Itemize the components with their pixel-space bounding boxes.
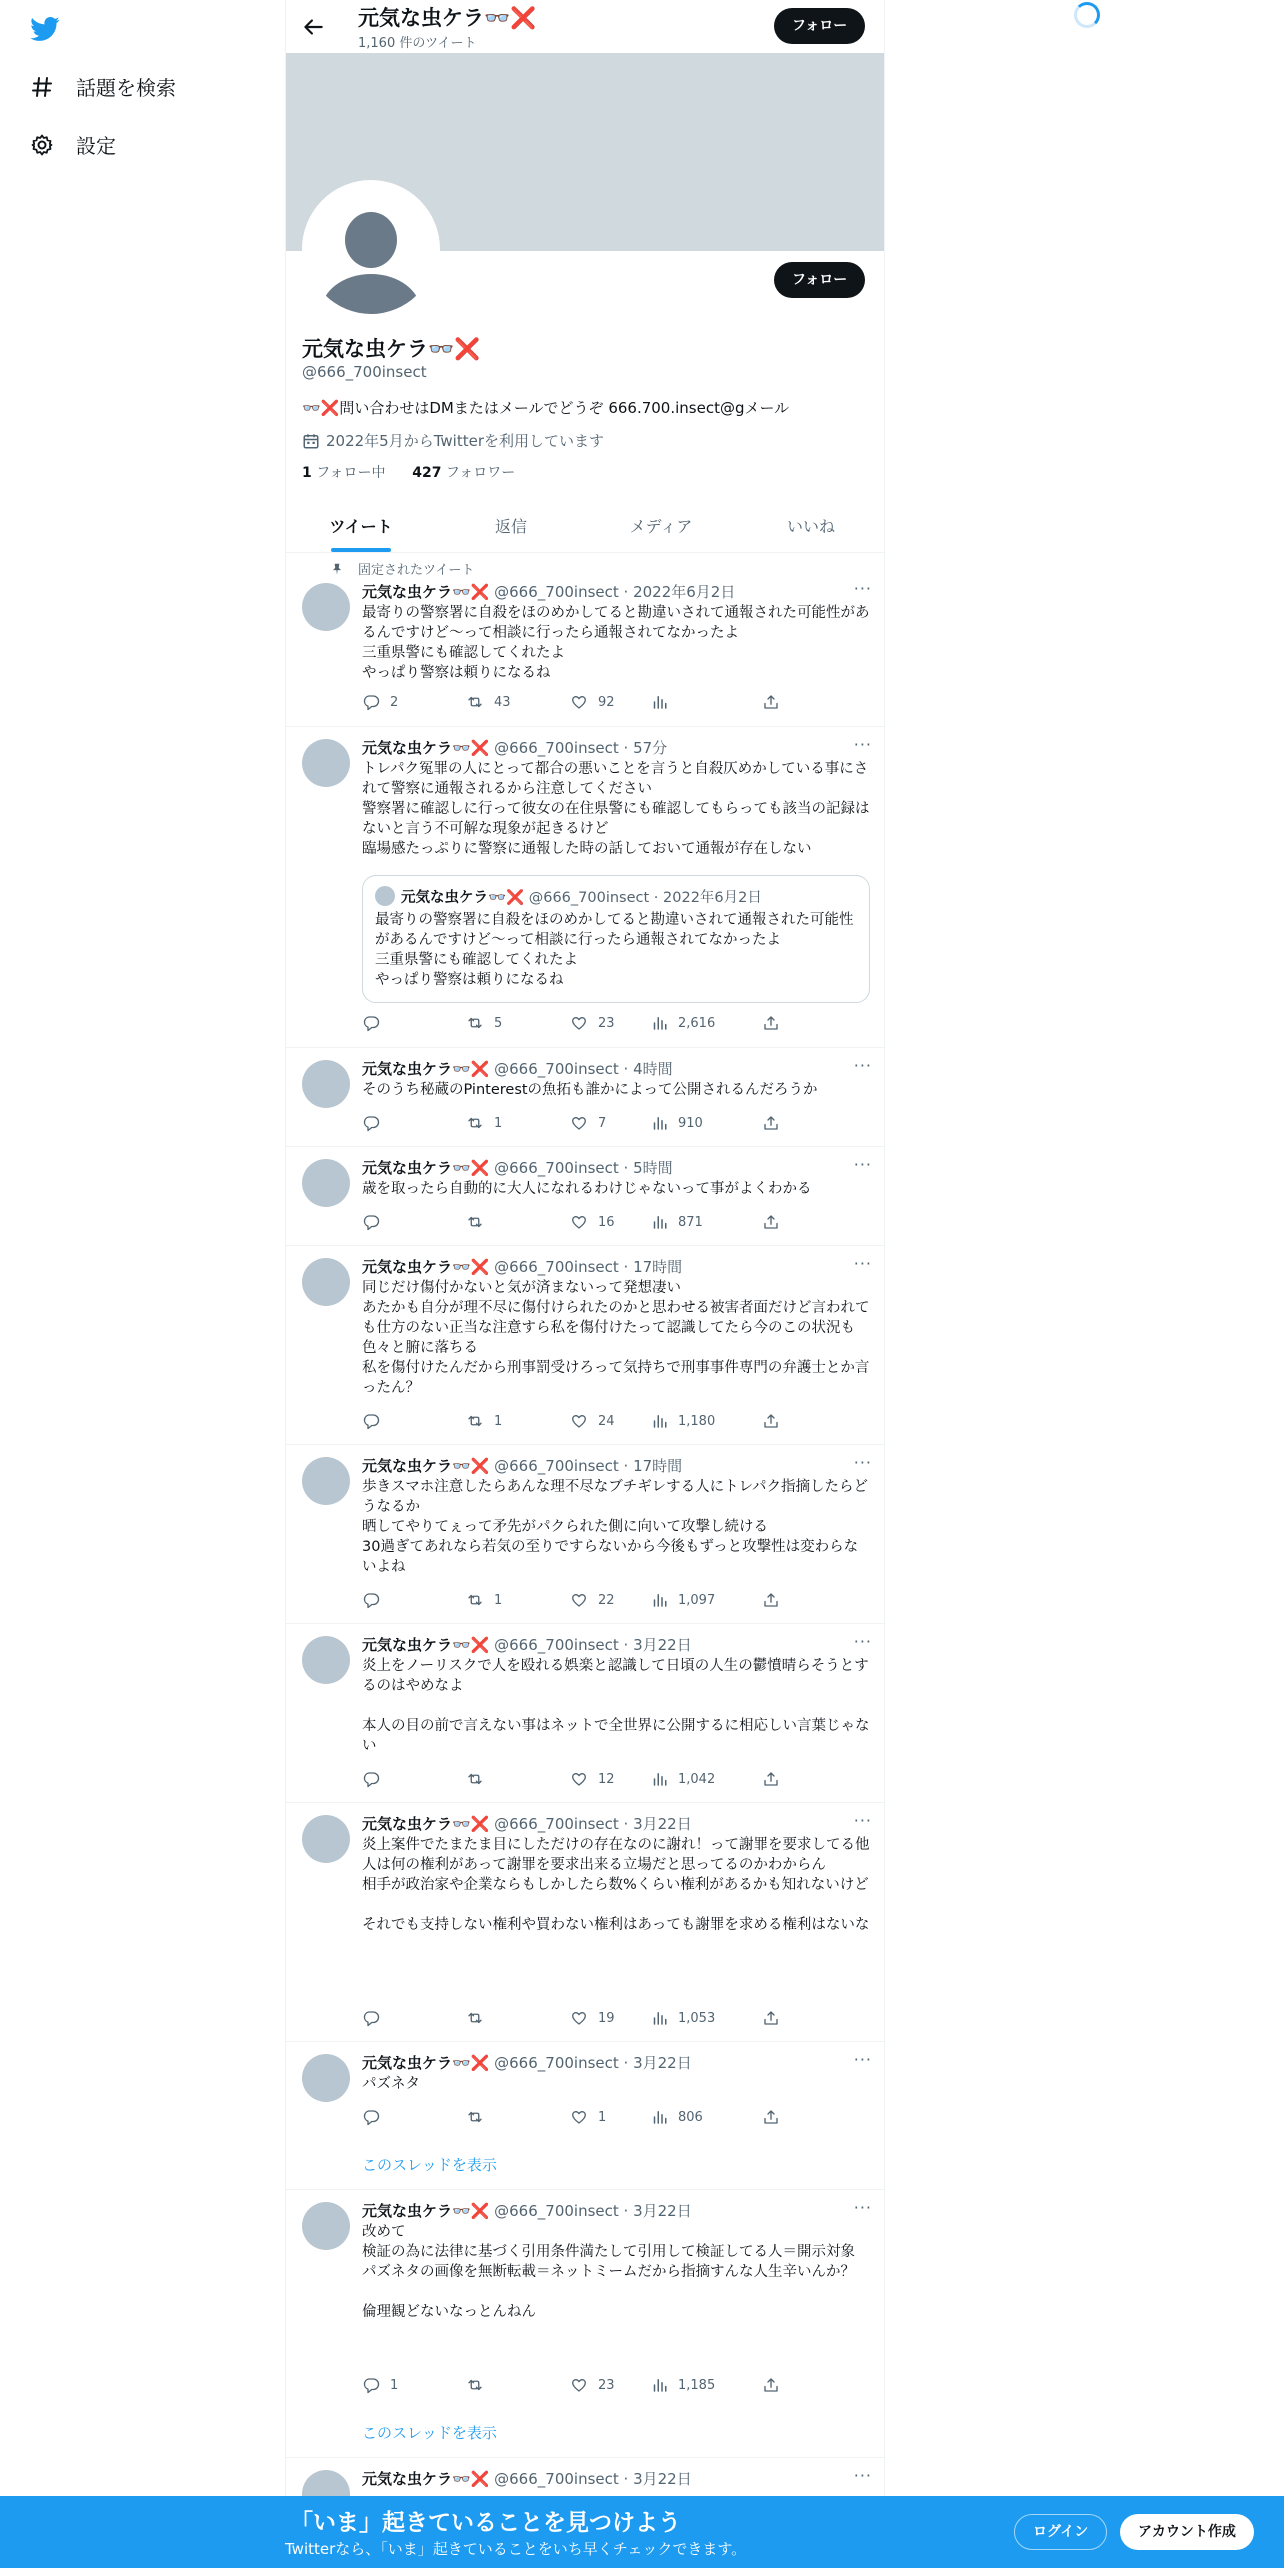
tweet-author-handle[interactable]: @666_700insect	[494, 583, 619, 601]
tweet-avatar[interactable]	[302, 1159, 350, 1207]
tweet-time[interactable]: 2022年6月2日	[633, 583, 736, 601]
tweet-avatar[interactable]	[302, 2202, 350, 2250]
tweet[interactable]	[286, 2042, 885, 2190]
profile-join-date	[302, 430, 604, 451]
tweet[interactable]	[286, 1445, 885, 1624]
tweet[interactable]	[286, 727, 885, 1048]
retweet-button[interactable]	[466, 2108, 494, 2126]
tweet-actions	[362, 693, 782, 713]
share-icon	[762, 2108, 780, 2126]
views-icon	[650, 1412, 668, 1430]
tweet-separator: ·	[618, 583, 634, 601]
tweet-author-handle[interactable]: @666_700insect	[494, 2054, 619, 2072]
quoted-avatar	[375, 886, 395, 906]
reply-count: 2	[390, 694, 399, 710]
quoted-separator: ·	[649, 890, 664, 906]
profile-name: 元気な虫ケラ👓❌	[302, 337, 481, 361]
more-options-icon[interactable]: ···	[853, 2198, 872, 2217]
views-button[interactable]	[650, 1114, 703, 1132]
more-options-icon[interactable]: ···	[853, 1811, 872, 1830]
tweet-time[interactable]: 17時間	[633, 1258, 683, 1276]
retweet-button[interactable]	[466, 1213, 494, 1231]
profile-bio: 👓❌問い合わせはDMまたはメールでどうぞ 666.700.insect@gメール	[302, 399, 790, 417]
tweet-author-handle[interactable]: @666_700insect	[494, 1159, 619, 1177]
tweet-actions	[362, 1770, 782, 1790]
like-count: 24	[598, 1413, 615, 1429]
tab-likes[interactable]: いいね	[786, 517, 835, 536]
tweet-actions	[362, 1014, 782, 1034]
views-icon	[650, 2009, 668, 2027]
reply-button[interactable]	[362, 1014, 390, 1032]
like-button[interactable]	[570, 1213, 615, 1231]
reply-icon	[362, 1770, 380, 1788]
views-count: 871	[678, 1214, 703, 1230]
loading-spinner-icon	[1074, 2, 1100, 28]
tweet-author-name[interactable]: 元気な虫ケラ👓❌	[362, 2054, 490, 2072]
like-button[interactable]	[570, 693, 615, 711]
share-button[interactable]	[762, 2108, 780, 2126]
tweet-actions	[362, 1412, 782, 1432]
banner-subtitle: Twitterなら、「いま」起きていることをいち早くチェックできます。	[285, 2540, 747, 2558]
views-button[interactable]	[650, 693, 678, 711]
views-button[interactable]	[650, 2108, 703, 2126]
share-button[interactable]	[762, 2376, 780, 2394]
tweet-separator: ·	[618, 1159, 634, 1177]
signup-banner	[0, 2496, 1284, 2568]
views-icon	[650, 1114, 668, 1132]
views-icon	[650, 2108, 668, 2126]
tweet[interactable]	[286, 1803, 885, 2042]
tweet-author-name[interactable]: 元気な虫ケラ👓❌	[362, 1815, 490, 1833]
profile-stats	[302, 462, 515, 482]
quoted-header	[401, 886, 762, 907]
share-button[interactable]	[762, 1014, 780, 1032]
tweet-header	[362, 1058, 673, 1079]
retweet-icon	[466, 1591, 484, 1609]
like-button[interactable]	[570, 2009, 615, 2027]
retweet-button[interactable]	[466, 1412, 502, 1430]
show-thread-link[interactable]: このスレッドを表示	[362, 2424, 497, 2442]
tweet-actions	[362, 2009, 782, 2029]
gear-icon	[28, 131, 56, 159]
like-button[interactable]	[570, 1014, 615, 1032]
like-icon	[570, 693, 588, 711]
retweet-button[interactable]	[466, 2009, 494, 2027]
tweet-actions	[362, 1114, 782, 1134]
share-button[interactable]	[762, 1770, 780, 1788]
reply-button[interactable]	[362, 1213, 390, 1231]
views-button[interactable]	[650, 1770, 715, 1788]
like-button[interactable]	[570, 1412, 615, 1430]
more-options-icon[interactable]: ···	[853, 1453, 872, 1472]
header-name: 元気な虫ケラ👓❌	[358, 6, 537, 30]
tweet-text: そのうち秘蔵のPinterestの魚拓も誰かによって公開されるんだろうか	[362, 1082, 818, 1098]
tweet-author-handle[interactable]: @666_700insect	[494, 1457, 619, 1475]
hashtag-icon	[28, 73, 56, 101]
share-icon	[762, 693, 780, 711]
reply-button[interactable]	[362, 2009, 390, 2027]
like-button[interactable]	[570, 2376, 615, 2394]
tweet-author-name[interactable]: 元気な虫ケラ👓❌	[362, 1060, 490, 1078]
header-follow-button[interactable]: フォロー	[774, 8, 865, 44]
like-button[interactable]	[570, 1770, 615, 1788]
like-count: 12	[598, 1771, 615, 1787]
views-button[interactable]	[650, 2009, 715, 2027]
tweet-separator: ·	[618, 1636, 634, 1654]
reply-icon	[362, 1412, 380, 1430]
more-options-icon[interactable]: ···	[853, 1056, 872, 1075]
like-icon	[570, 2376, 588, 2394]
tweet-text: 同じだけ傷付かないと気が済まないって発想凄い あたかも自分が理不尽に傷付けられたのかと思わせる被害者面だけど言われても仕方のない正当な注意すら私を傷付けたって認識してたら今のこの状況も色々と腑に落ちる 私を傷付けたんだから刑事罰受けろって気持ちで刑事事件専門の弁護士とか言ったん？	[362, 1280, 870, 1396]
share-icon	[762, 1213, 780, 1231]
share-button[interactable]	[762, 2009, 780, 2027]
reply-icon	[362, 1014, 380, 1032]
share-icon	[762, 2376, 780, 2394]
tweet-avatar[interactable]	[302, 1060, 350, 1108]
retweet-button[interactable]	[466, 693, 511, 711]
tweet-avatar[interactable]	[302, 583, 350, 631]
more-options-icon[interactable]: ···	[853, 1632, 872, 1651]
tweet[interactable]	[286, 553, 885, 727]
pinned-text: 固定されたツイート	[358, 563, 475, 578]
tweet[interactable]	[286, 1048, 885, 1147]
views-button[interactable]	[650, 1412, 715, 1430]
more-options-icon[interactable]: ···	[853, 735, 872, 754]
retweet-icon	[466, 2376, 484, 2394]
tweet[interactable]	[286, 1147, 885, 1246]
tweet-header	[362, 1813, 692, 1834]
like-icon	[570, 1213, 588, 1231]
retweet-icon	[466, 693, 484, 711]
tweet-header	[362, 2468, 692, 2489]
tweet-author-name[interactable]: 元気な虫ケラ👓❌	[362, 1636, 490, 1654]
tweet-header	[362, 1455, 682, 1476]
views-icon	[650, 1014, 668, 1032]
reply-button[interactable]	[362, 1591, 390, 1609]
tweet-header	[362, 1157, 673, 1178]
tweet-header	[362, 2052, 692, 2073]
quoted-time: 2022年6月2日	[663, 890, 762, 906]
profile-avatar[interactable]	[302, 180, 440, 318]
banner-title: 「いま」起きていることを見つけよう	[290, 2510, 681, 2536]
header-tweet-count: 1,160 件のツイート	[358, 36, 477, 51]
reply-icon	[362, 1213, 380, 1231]
share-icon	[762, 1770, 780, 1788]
share-icon	[762, 1412, 780, 1430]
retweet-count: 43	[494, 694, 511, 710]
tweet-separator: ·	[618, 2202, 634, 2220]
profile-column	[285, 0, 885, 2568]
tweet-actions	[362, 2376, 782, 2396]
tweet-separator: ·	[618, 1258, 634, 1276]
tweet-time[interactable]: 3月22日	[633, 2470, 692, 2488]
tweet-text: 最寄りの警察署に自殺をほのめかしてると勘違いされて通報された可能性があるんですけど〜って相談に行ったら通報されてなかったよ 三重県警にも確認してくれたよ やっぱり警察は頼りになるね	[362, 605, 870, 681]
share-button[interactable]	[762, 1412, 780, 1430]
views-button[interactable]	[650, 1213, 703, 1231]
tweet-author-handle[interactable]: @666_700insect	[494, 1060, 619, 1078]
reply-count: 1	[390, 2377, 399, 2393]
tweet-header	[362, 1634, 692, 1655]
tweet-time[interactable]: 5時間	[633, 1159, 673, 1177]
reply-icon	[362, 2009, 380, 2027]
login-button[interactable]: ログイン	[1014, 2514, 1107, 2550]
views-count: 2,616	[678, 1015, 716, 1031]
views-count: 806	[678, 2109, 703, 2125]
reply-button[interactable]	[362, 693, 398, 711]
retweet-icon	[466, 1014, 484, 1032]
views-count: 1,042	[678, 1771, 716, 1787]
tweet-separator: ·	[618, 1060, 634, 1078]
share-button[interactable]	[762, 1114, 780, 1132]
share-button[interactable]	[762, 1213, 780, 1231]
profile-handle: @666_700insect	[302, 363, 427, 381]
tweet-actions	[362, 2108, 782, 2128]
pinned-label	[330, 559, 474, 578]
share-icon	[762, 1014, 780, 1032]
tweet-author-handle[interactable]: @666_700insect	[494, 2202, 619, 2220]
reply-icon	[362, 2108, 380, 2126]
retweet-icon	[466, 2009, 484, 2027]
tab-replies[interactable]: 返信	[494, 517, 527, 536]
retweet-icon	[466, 1114, 484, 1132]
retweet-count: 1	[494, 1115, 503, 1131]
like-icon	[570, 1014, 588, 1032]
like-icon	[570, 2108, 588, 2126]
like-button[interactable]	[570, 1591, 615, 1609]
retweet-icon	[466, 1213, 484, 1231]
reply-icon	[362, 1591, 380, 1609]
quoted-author-name: 元気な虫ケラ👓❌	[401, 890, 525, 906]
tweet[interactable]	[286, 1246, 885, 1445]
more-options-icon[interactable]: ···	[853, 579, 872, 598]
tweet-avatar[interactable]	[302, 2054, 350, 2102]
calendar-icon	[302, 432, 320, 450]
twitter-logo-icon[interactable]	[28, 14, 62, 44]
more-options-icon[interactable]: ···	[853, 1254, 872, 1273]
like-count: 7	[598, 1115, 607, 1131]
retweet-button[interactable]	[466, 1014, 502, 1032]
sidebar-item-label: 設定	[76, 134, 116, 158]
like-button[interactable]	[570, 1114, 606, 1132]
tab-tweets[interactable]: ツイート	[286, 500, 436, 552]
tweet-time[interactable]: 3月22日	[633, 1636, 692, 1654]
reply-icon	[362, 1114, 380, 1132]
tweet-separator: ·	[618, 2054, 634, 2072]
pin-icon	[330, 562, 344, 576]
tweet-author-handle[interactable]: @666_700insect	[494, 1258, 619, 1276]
reply-button[interactable]	[362, 1114, 390, 1132]
tweet[interactable]	[286, 2190, 885, 2458]
sidebar-item-settings[interactable]	[28, 130, 116, 159]
tweet-author-name[interactable]: 元気な虫ケラ👓❌	[362, 1457, 490, 1475]
quoted-tweet[interactable]	[362, 875, 870, 1003]
tweet-header	[362, 581, 735, 602]
like-icon	[570, 1114, 588, 1132]
tweet-author-name[interactable]: 元気な虫ケラ👓❌	[362, 1159, 490, 1177]
retweet-icon	[466, 1770, 484, 1788]
like-count: 23	[598, 1015, 615, 1031]
views-count: 1,097	[678, 1592, 716, 1608]
reply-icon	[362, 693, 380, 711]
back-arrow-icon[interactable]	[300, 14, 326, 40]
more-options-icon[interactable]: ···	[853, 2050, 872, 2069]
views-button[interactable]	[650, 1014, 715, 1032]
tweet-time[interactable]: 4時間	[633, 1060, 673, 1078]
views-button[interactable]	[650, 1591, 715, 1609]
reply-button[interactable]	[362, 1770, 390, 1788]
signup-button[interactable]: アカウント作成	[1120, 2514, 1254, 2550]
tweet-time[interactable]: 3月22日	[633, 2202, 692, 2220]
views-icon	[650, 1213, 668, 1231]
tweet-author-handle[interactable]: @666_700insect	[494, 2470, 619, 2488]
reply-button[interactable]	[362, 2108, 390, 2126]
like-count: 1	[598, 2109, 607, 2125]
tweet-author-name[interactable]: 元気な虫ケラ👓❌	[362, 583, 490, 601]
tweet-header	[362, 1256, 682, 1277]
tab-media[interactable]: メディア	[629, 517, 693, 536]
like-count: 19	[598, 2010, 615, 2026]
tweet-header	[362, 737, 667, 758]
tweet-time[interactable]: 3月22日	[633, 2054, 692, 2072]
following-link[interactable]: 1 フォロー中	[302, 465, 386, 481]
tweet-text: 歩きスマホ注意したらあんな理不尽なブチギレする人にトレパク指摘したらどうなるか 晒してやりてぇって矛先がパクられた側に向いて攻撃し続ける 30過ぎてあれなら若気の至りですらないから今後もずっと攻撃性は変わらないよね	[362, 1479, 869, 1575]
retweet-button[interactable]	[466, 2376, 494, 2394]
retweet-count: 1	[494, 1413, 503, 1429]
tweet-avatar[interactable]	[302, 1258, 350, 1306]
quoted-author-handle: @666_700insect	[528, 890, 650, 906]
tweet-time[interactable]: 57分	[633, 739, 668, 757]
tweet-author-handle[interactable]: @666_700insect	[494, 1815, 619, 1833]
share-icon	[762, 2009, 780, 2027]
share-icon	[762, 1114, 780, 1132]
tweet-avatar[interactable]	[302, 739, 350, 787]
tweet[interactable]	[286, 1624, 885, 1803]
retweet-icon	[466, 2108, 484, 2126]
tweet-author-name[interactable]: 元気な虫ケラ👓❌	[362, 2202, 490, 2220]
retweet-icon	[466, 1412, 484, 1430]
like-count: 23	[598, 2377, 615, 2393]
views-count: 1,053	[678, 2010, 716, 2026]
views-count: 1,180	[678, 1413, 716, 1429]
views-button[interactable]	[650, 2376, 715, 2394]
tweet-separator: ·	[618, 739, 634, 757]
tweet-author-name[interactable]: 元気な虫ケラ👓❌	[362, 2470, 490, 2488]
like-icon	[570, 1412, 588, 1430]
sidebar-item-explore[interactable]	[28, 72, 176, 101]
profile-follow-button[interactable]: フォロー	[774, 262, 865, 298]
tweet-author-name[interactable]: 元気な虫ケラ👓❌	[362, 739, 490, 757]
tweet-time[interactable]: 3月22日	[633, 1815, 692, 1833]
like-count: 16	[598, 1214, 615, 1230]
like-count: 22	[598, 1592, 615, 1608]
profile-tabs	[286, 500, 885, 553]
tweet-separator: ·	[618, 2470, 634, 2488]
tweet-avatar[interactable]	[302, 1636, 350, 1684]
quoted-text: 最寄りの警察署に自殺をほのめかしてると勘違いされて通報された可能性があるんですけど〜って相談に行ったら通報されてなかったよ 三重県警にも確認してくれたよ やっぱり警察は頼りになるね	[375, 912, 854, 988]
tweet-text: パズネタ	[362, 2076, 420, 2092]
retweet-button[interactable]	[466, 1770, 494, 1788]
retweet-button[interactable]	[466, 1591, 502, 1609]
tweet-avatar[interactable]	[302, 1457, 350, 1505]
sidebar-item-label: 話題を検索	[76, 76, 176, 100]
retweet-button[interactable]	[466, 1114, 502, 1132]
followers-link[interactable]: 427 フォロワー	[412, 465, 516, 481]
like-button[interactable]	[570, 2108, 606, 2126]
tweet-text: 炎上案件でたまたま目にしただけの存在なのに謝れ！って謝罪を要求してる他人は何の権利があって謝罪を要求出来る立場だと思ってるのかわからん 相手が政治家や企業ならもしかしたら数%くらい権利があるかも知れないけど それでも支持しない権利や買わない権利はあっても謝罪を求める権利はないな	[362, 1837, 870, 1933]
tweet-separator: ·	[618, 1457, 634, 1475]
reply-button[interactable]	[362, 1412, 390, 1430]
share-icon	[762, 1591, 780, 1609]
like-icon	[570, 2009, 588, 2027]
views-icon	[650, 693, 668, 711]
views-icon	[650, 2376, 668, 2394]
like-icon	[570, 1591, 588, 1609]
show-thread-link[interactable]: このスレッドを表示	[362, 2156, 497, 2174]
tweet-separator: ·	[618, 1815, 634, 1833]
tweet-header	[362, 2200, 692, 2221]
more-options-icon[interactable]: ···	[853, 2466, 872, 2485]
tweet-author-handle[interactable]: @666_700insect	[494, 1636, 619, 1654]
top-header	[286, 0, 885, 53]
tweet-time[interactable]: 17時間	[633, 1457, 683, 1475]
views-count: 1,185	[678, 2377, 716, 2393]
tweet-text: 歳を取ったら自動的に大人になれるわけじゃないって事がよくわかる	[362, 1181, 812, 1197]
retweet-count: 1	[494, 1592, 503, 1608]
like-icon	[570, 1770, 588, 1788]
tweet-actions	[362, 1213, 782, 1233]
views-icon	[650, 1591, 668, 1609]
tweet-author-name[interactable]: 元気な虫ケラ👓❌	[362, 1258, 490, 1276]
retweet-count: 5	[494, 1015, 503, 1031]
views-count: 910	[678, 1115, 703, 1131]
share-button[interactable]	[762, 1591, 780, 1609]
reply-icon	[362, 2376, 380, 2394]
join-date-text: 2022年5月からTwitterを利用しています	[326, 432, 604, 450]
tweet-text: トレパク冤罪の人にとって都合の悪いことを言うと自殺仄めかしている事にされて警察に通報されるから注意してください 警察署に確認しに行って彼女の在住県警にも確認してもらっても該当の記録はないと言う不可解な現象が起きるけど 臨場感たっぷりに警察に通報した時の話しておいて通報が存在しない	[362, 761, 870, 857]
tweet-text: 炎上をノーリスクで人を殴れる娯楽と認識して日頃の人生の鬱憤晴らそうとするのはやめなよ 本人の目の前で言えない事はネットで全世界に公開するに相応しい言葉じゃない	[362, 1658, 870, 1754]
tweet-actions	[362, 1591, 782, 1611]
more-options-icon[interactable]: ···	[853, 1155, 872, 1174]
tweet-author-handle[interactable]: @666_700insect	[494, 739, 619, 757]
views-icon	[650, 1770, 668, 1788]
like-count: 92	[598, 694, 615, 710]
share-button[interactable]	[762, 693, 780, 711]
tweet-text: 改めて 検証の為に法律に基づく引用条件満たして引用して検証してる人＝開示対象 パズネタの画像を無断転載＝ネットミームだから指摘すんな人生辛いんか？ 倫理観どないなっとんねん	[362, 2224, 855, 2320]
tweet-avatar[interactable]	[302, 1815, 350, 1863]
reply-button[interactable]	[362, 2376, 398, 2394]
